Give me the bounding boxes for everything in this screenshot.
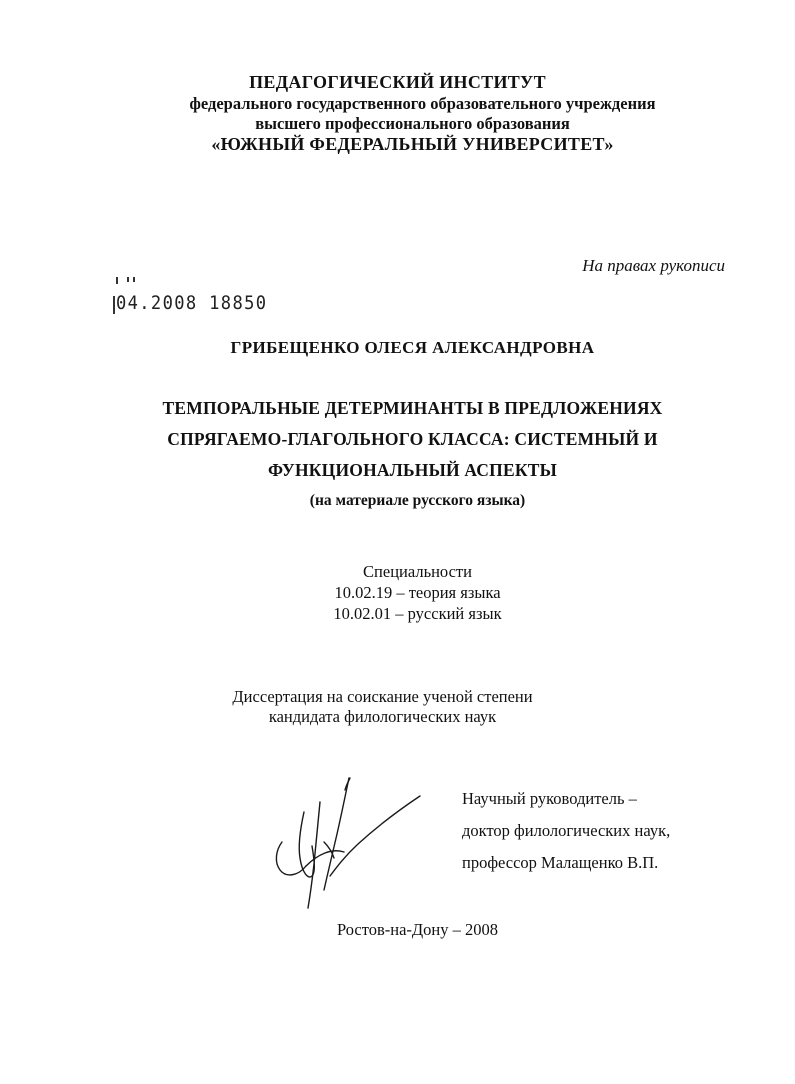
stamp-tick-mark (116, 277, 118, 284)
stamp-tick-mark (133, 277, 135, 282)
specialty-item: 10.02.19 – теория языка (334, 583, 501, 602)
university-name: «ЮЖНЫЙ ФЕДЕРАЛЬНЫЙ УНИВЕРСИТЕТ» (211, 134, 614, 154)
institute-name: ПЕДАГОГИЧЕСКИЙ ИНСТИТУТ (249, 72, 546, 92)
library-serial-number: 04.2008 18850 (116, 292, 268, 314)
dissertation-line-2: кандидата филологических наук (268, 707, 497, 726)
supervisor-name: профессор Малащенко В.П. (462, 853, 659, 872)
title-line-1: ТЕМПОРАЛЬНЫЕ ДЕТЕРМИНАНТЫ В ПРЕДЛОЖЕНИЯХ (162, 398, 663, 418)
specialty-item: 10.02.01 – русский язык (333, 604, 502, 623)
stamp-bar-mark (113, 296, 115, 314)
title-line-3: ФУНКЦИОНАЛЬНЫЙ АСПЕКТЫ (268, 460, 557, 480)
signature-image (262, 772, 432, 912)
stamp-tick-mark (127, 277, 129, 282)
title-subtitle: (на материале русского языка) (309, 492, 526, 509)
author-name: ГРИБЕЩЕНКО ОЛЕСЯ АЛЕКСАНДРОВНА (230, 338, 595, 357)
institute-line-3: высшего профессионального образования (255, 114, 570, 133)
city-year: Ростов-на-Дону – 2008 (336, 920, 498, 939)
supervisor-degree: доктор филологических наук, (462, 821, 671, 840)
manuscript-note: На правах рукописи (582, 256, 725, 275)
dissertation-line-1: Диссертация на соискание ученой степени (232, 687, 533, 706)
specialties-label: Специальности (363, 562, 472, 581)
supervisor-role: Научный руководитель – (462, 789, 637, 808)
title-line-2: СПРЯГАЕМО-ГЛАГОЛЬНОГО КЛАССА: СИСТЕМНЫЙ И (167, 429, 658, 449)
institute-line-2: федерального государственного образовательного учреждения (189, 94, 656, 113)
